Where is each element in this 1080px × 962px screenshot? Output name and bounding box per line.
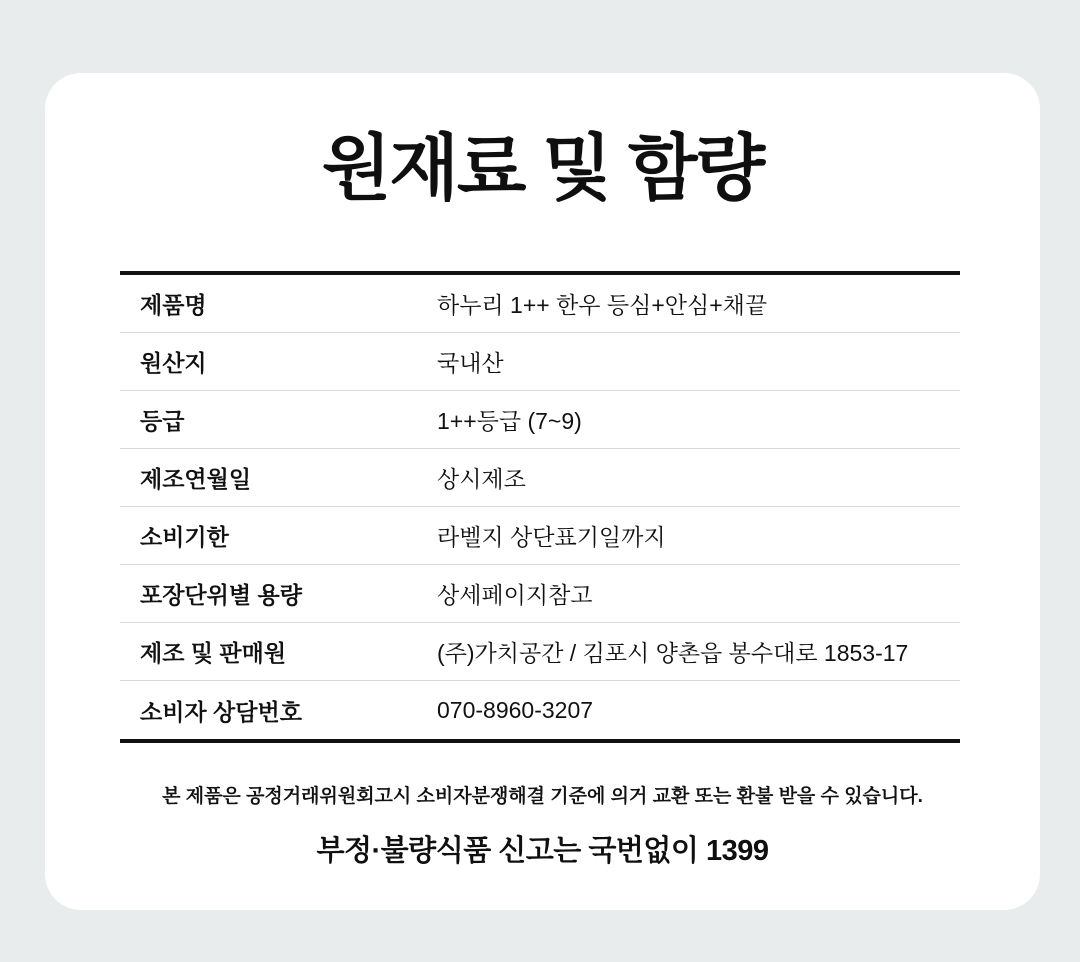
table-row-expiry [120, 507, 960, 565]
row-value: 하누리 1++ 한우 등심+안심+채끝 [437, 292, 768, 318]
row-label: 소비자 상담번호 [140, 698, 302, 725]
row-label: 원산지 [140, 350, 207, 376]
row-value: 1++등급 (7~9) [437, 408, 582, 434]
exchange-refund-notice: 본 제품은 공정거래위원회고시 소비자분쟁해결 기준에 의거 교환 또는 환불 받을 수 있습니다. [162, 786, 923, 807]
table-row-origin [120, 333, 960, 391]
table-row-manufacture-date [120, 449, 960, 507]
row-value: 상세페이지참고 [437, 582, 593, 608]
product-info-table [120, 271, 960, 743]
row-label: 포장단위별 용량 [140, 582, 302, 608]
row-value: 국내산 [437, 350, 504, 376]
row-label: 제조 및 판매원 [140, 640, 287, 666]
table-row-product-name [120, 275, 960, 333]
row-value: 상시제조 [437, 466, 526, 492]
row-label: 제조연월일 [140, 466, 252, 492]
row-value: 070-8960-3207 [437, 696, 594, 723]
product-info-card [45, 73, 1040, 910]
row-label: 제품명 [140, 292, 207, 318]
row-value: (주)가치공간 / 김포시 양촌읍 봉수대로 1853-17 [437, 640, 909, 666]
table-row-grade [120, 391, 960, 449]
table-row-manufacturer [120, 623, 960, 681]
row-label: 등급 [140, 408, 185, 434]
row-value: 라벨지 상단표기일까지 [437, 524, 666, 550]
page-title: 원재료 및 함량 [321, 129, 764, 209]
table-row-customer-service [120, 681, 960, 739]
row-label: 소비기한 [140, 524, 229, 550]
table-row-package-volume [120, 565, 960, 623]
food-report-hotline: 부정·불량식품 신고는 국번없이 1399 [316, 835, 769, 867]
